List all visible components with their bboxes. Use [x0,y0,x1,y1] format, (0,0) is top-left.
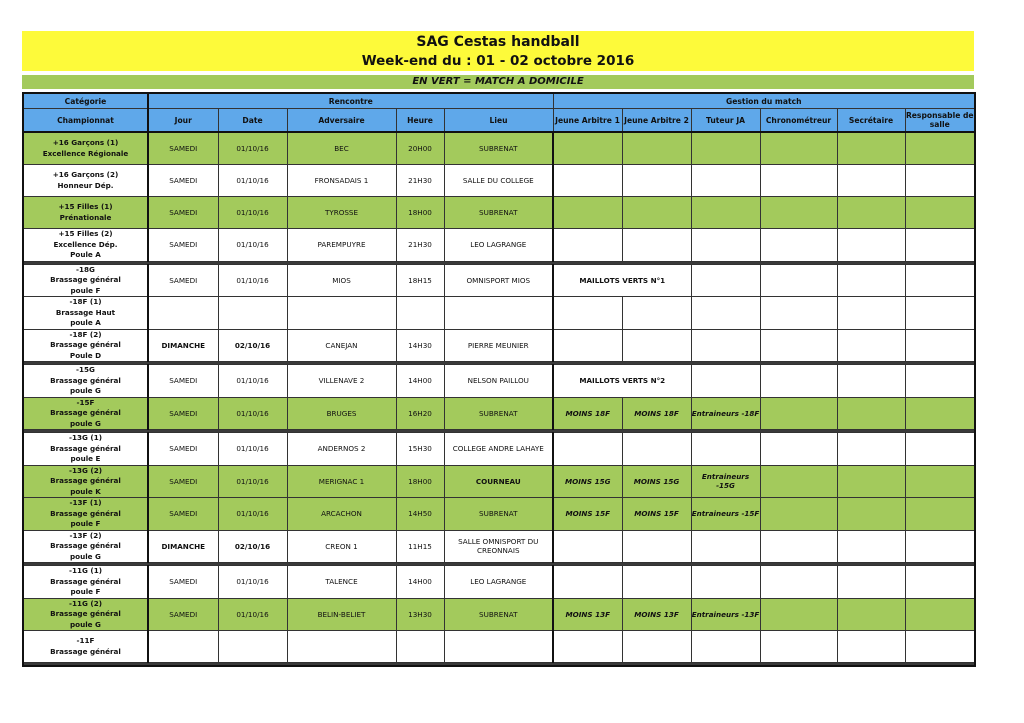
responsable-salle-cell[interactable] [905,165,975,197]
jeune-arbitre-2-cell[interactable] [622,329,691,362]
category-line: Excellence Régionale [42,148,129,158]
date-cell[interactable] [218,631,287,663]
table-row [23,598,975,631]
col-responsable-salle: Responsable de salle [905,109,975,133]
chronometreur-cell[interactable] [760,365,837,398]
jour-cell[interactable]: SAMEDI [148,264,218,297]
adversaire-cell[interactable]: TYROSSE [287,197,396,229]
lieu-cell[interactable]: LEO LAGRANGE [444,566,553,599]
category-line: Brassage général [50,609,121,618]
schedule-table [22,92,976,667]
secretaire-cell[interactable] [837,433,905,466]
secretaire-cell[interactable] [837,197,905,229]
category-line: +16 Garçons (1) [52,138,119,147]
col-jeune-arbitre-1: Jeune Arbitre 1 [553,109,622,133]
col-championnat: Championnat [23,109,148,133]
category-line: Brassage général [50,576,121,586]
category-line: poule F [70,285,101,295]
category-line: +15 Filles (2) [58,229,113,238]
jeune-arbitre-2-cell[interactable] [622,433,691,466]
chronometreur-cell[interactable] [760,397,837,430]
heure-cell[interactable]: 21H30 [396,229,444,262]
responsable-salle-cell[interactable] [905,197,975,229]
secretaire-cell[interactable] [837,229,905,262]
responsable-salle-cell[interactable] [905,433,975,466]
lieu-cell[interactable]: COLLEGE ANDRE LAHAYE [444,433,553,466]
jour-cell[interactable]: SAMEDI [148,165,218,197]
lieu-cell[interactable]: SUBRENAT [444,197,553,229]
jeune-arbitre-2-cell[interactable]: MOINS 13F [622,598,691,631]
adversaire-cell[interactable]: BEC [287,132,396,165]
secretaire-cell[interactable] [837,165,905,197]
table-row [23,498,975,531]
lieu-cell[interactable]: SUBRENAT [444,397,553,430]
category-cell [23,433,148,466]
secretaire-cell[interactable] [837,264,905,297]
category-line: Prénationale [59,212,112,222]
category-line: -18F (1) [69,297,102,306]
jeune-arbitre-1-cell[interactable] [553,530,622,563]
category-cell [23,264,148,297]
tuteur-ja-cell[interactable] [691,132,760,165]
chronometreur-cell[interactable] [760,297,837,330]
jour-cell[interactable]: DIMANCHE [148,329,218,362]
jeune-arbitre-1-cell[interactable] [553,566,622,599]
header-rencontre: Rencontre [148,93,553,109]
category-line: poule A [70,318,101,327]
category-line: Brassage général [50,340,121,349]
jeune-arbitre-1-cell[interactable] [553,165,622,197]
date-cell[interactable]: 01/10/16 [218,264,287,297]
jeune-arbitre-1-cell[interactable]: MOINS 18F [553,397,622,430]
adversaire-cell[interactable]: PAREMPUYRE [287,229,396,262]
tuteur-ja-cell[interactable] [691,530,760,563]
section-divider [23,663,975,667]
header-gestion: Gestion du match [553,93,975,109]
category-line: -13F (2) [69,530,102,540]
responsable-salle-cell[interactable] [905,498,975,531]
date-cell[interactable]: 01/10/16 [218,566,287,599]
chronometreur-cell[interactable] [760,566,837,599]
adversaire-cell[interactable]: BELIN-BELIET [287,598,396,631]
category-line: -11G (1) [69,566,102,575]
page-title: SAG Cestas handball [416,34,580,50]
jour-cell[interactable]: SAMEDI [148,365,218,398]
tuteur-ja-cell[interactable]: Entraineurs -13F [691,598,760,631]
jeune-arbitre-2-cell[interactable] [622,197,691,229]
category-cell [23,566,148,599]
heure-cell[interactable]: 14H30 [396,329,444,362]
date-cell[interactable]: 02/10/16 [218,530,287,563]
jeune-arbitre-2-cell[interactable] [622,631,691,663]
responsable-salle-cell[interactable] [905,397,975,430]
secretaire-cell[interactable] [837,498,905,531]
adversaire-cell[interactable]: BRUGES [287,397,396,430]
lieu-cell[interactable]: LEO LAGRANGE [444,229,553,262]
date-cell[interactable]: 02/10/16 [218,329,287,362]
category-line: -11F [76,636,95,645]
secretaire-cell[interactable] [837,465,905,498]
heure-cell[interactable]: 14H00 [396,566,444,599]
category-line: -13F (1) [69,498,102,507]
date-cell[interactable]: 01/10/16 [218,397,287,430]
jour-cell[interactable]: SAMEDI [148,566,218,599]
jeune-arbitre-1-cell[interactable]: MOINS 15G [553,465,622,498]
category-line: Excellence Dép. [53,239,118,249]
heure-cell[interactable]: 14H50 [396,498,444,531]
category-line: -13G (1) [69,433,102,442]
jour-cell[interactable] [148,297,218,330]
category-cell [23,365,148,398]
jeune-arbitre-2-cell[interactable] [622,132,691,165]
jour-cell[interactable]: SAMEDI [148,229,218,262]
tuteur-ja-cell[interactable] [691,165,760,197]
table-row [23,530,975,563]
lieu-cell[interactable]: SUBRENAT [444,598,553,631]
category-line: Brassage général [50,375,121,385]
adversaire-cell[interactable]: VILLENAVE 2 [287,365,396,398]
jeune-arbitre-2-cell[interactable] [622,566,691,599]
jeune-arbitre-1-cell[interactable] [553,229,622,262]
heure-cell[interactable] [396,297,444,330]
home-match-legend: EN VERT = MATCH A DOMICILE [22,75,974,89]
category-line: Brassage général [50,443,121,453]
category-line: poule G [70,386,101,395]
chronometreur-cell[interactable] [760,598,837,631]
chronometreur-cell[interactable] [760,465,837,498]
heure-cell[interactable]: 21H30 [396,165,444,197]
table-row [23,365,975,398]
heure-cell[interactable] [396,631,444,663]
category-cell [23,297,148,330]
category-line: Brassage Haut [55,307,116,317]
jour-cell[interactable]: SAMEDI [148,197,218,229]
tuteur-ja-cell[interactable]: Entraineurs -18F [691,397,760,430]
jeune-arbitre-2-cell[interactable]: MOINS 15G [622,465,691,498]
chronometreur-cell[interactable] [760,165,837,197]
jour-cell[interactable]: DIMANCHE [148,530,218,563]
heure-cell[interactable]: 14H00 [396,365,444,398]
category-line: -18F (2) [69,329,102,339]
responsable-salle-cell[interactable] [905,264,975,297]
date-cell[interactable]: 01/10/16 [218,365,287,398]
adversaire-cell[interactable]: CREON 1 [287,530,396,563]
tuteur-ja-cell[interactable]: Entraineurs -15F [691,498,760,531]
category-cell [23,465,148,498]
jeune-arbitre-1-cell[interactable]: MOINS 15F [553,498,622,531]
adversaire-cell[interactable]: ANDERNOS 2 [287,433,396,466]
category-line: poule F [70,587,101,596]
jeune-arbitre-1-cell[interactable] [553,132,622,165]
jeune-arbitre-merged-cell[interactable]: MAILLOTS VERTS N°1 [553,264,691,297]
adversaire-cell[interactable] [287,297,396,330]
col-date: Date [218,109,287,133]
category-cell [23,530,148,563]
secretaire-cell[interactable] [837,631,905,663]
date-cell[interactable]: 01/10/16 [218,229,287,262]
table-row [23,132,975,165]
jour-cell[interactable] [148,631,218,663]
jeune-arbitre-1-cell[interactable] [553,631,622,663]
lieu-cell[interactable]: OMNISPORT MIOS [444,264,553,297]
table-row [23,631,975,663]
table-row [23,197,975,229]
category-line: poule E [70,454,101,463]
chronometreur-cell[interactable] [760,329,837,362]
col-tuteur-ja: Tuteur JA [691,109,760,133]
category-line: poule G [70,619,101,629]
date-cell[interactable]: 01/10/16 [218,498,287,531]
responsable-salle-cell[interactable] [905,566,975,599]
jeune-arbitre-2-cell[interactable] [622,165,691,197]
adversaire-cell[interactable]: CANEJAN [287,329,396,362]
heure-cell[interactable]: 18H00 [396,197,444,229]
lieu-cell[interactable]: SALLE OMNISPORT DU CREONNAIS [444,530,553,563]
jeune-arbitre-2-cell[interactable] [622,530,691,563]
lieu-cell[interactable]: PIERRE MEUNIER [444,329,553,362]
jeune-arbitre-1-cell[interactable] [553,197,622,229]
adversaire-cell[interactable]: ARCACHON [287,498,396,531]
adversaire-cell[interactable]: FRONSADAIS 1 [287,165,396,197]
category-cell [23,498,148,531]
responsable-salle-cell[interactable] [905,631,975,663]
category-cell [23,598,148,631]
date-cell[interactable]: 01/10/16 [218,598,287,631]
jour-cell[interactable]: SAMEDI [148,433,218,466]
chronometreur-cell[interactable] [760,229,837,262]
category-cell [23,197,148,229]
jour-cell[interactable]: SAMEDI [148,498,218,531]
lieu-cell[interactable]: COURNEAU [444,465,553,498]
jeune-arbitre-1-cell[interactable] [553,329,622,362]
chronometreur-cell[interactable] [760,264,837,297]
category-line: Poule A [70,250,101,259]
table-row [23,566,975,599]
col-heure: Heure [396,109,444,133]
tuteur-ja-cell[interactable] [691,264,760,297]
table-row [23,297,975,330]
responsable-salle-cell[interactable] [905,465,975,498]
col-chronometreur: Chronométreur [760,109,837,133]
jeune-arbitre-2-cell[interactable] [622,297,691,330]
category-line: Brassage général [50,646,121,656]
category-line: poule K [70,486,101,496]
lieu-cell[interactable]: NELSON PAILLOU [444,365,553,398]
category-cell [23,132,148,165]
weekend-date: Week-end du : 01 - 02 octobre 2016 [361,53,635,69]
date-cell[interactable]: 01/10/16 [218,132,287,165]
category-line: -13G (2) [69,465,102,475]
date-cell[interactable]: 01/10/16 [218,165,287,197]
table-row [23,329,975,362]
tuteur-ja-cell[interactable] [691,197,760,229]
date-cell[interactable]: 01/10/16 [218,433,287,466]
table-row [23,165,975,197]
heure-cell[interactable]: 16H20 [396,397,444,430]
heure-cell[interactable]: 11H15 [396,530,444,563]
category-cell [23,165,148,197]
col-jeune-arbitre-2: Jeune Arbitre 2 [622,109,691,133]
adversaire-cell[interactable]: TALENCE [287,566,396,599]
secretaire-cell[interactable] [837,598,905,631]
chronometreur-cell[interactable] [760,631,837,663]
jour-cell[interactable]: SAMEDI [148,397,218,430]
responsable-salle-cell[interactable] [905,132,975,165]
category-line: Brassage général [50,508,121,518]
category-line: Brassage général [50,275,121,284]
category-line: -15G [76,365,95,374]
chronometreur-cell[interactable] [760,498,837,531]
header-categorie: Catégorie [23,93,148,109]
heure-cell[interactable]: 18H15 [396,264,444,297]
category-line: +16 Garçons (2) [52,170,119,179]
date-cell[interactable]: 01/10/16 [218,197,287,229]
jeune-arbitre-merged-cell[interactable]: MAILLOTS VERTS N°2 [553,365,691,398]
table-row [23,465,975,498]
adversaire-cell[interactable] [287,631,396,663]
jour-cell[interactable]: SAMEDI [148,598,218,631]
tuteur-ja-cell[interactable] [691,229,760,262]
heure-cell[interactable]: 13H30 [396,598,444,631]
secretaire-cell[interactable] [837,530,905,563]
lieu-cell[interactable] [444,631,553,663]
jour-cell[interactable]: SAMEDI [148,465,218,498]
chronometreur-cell[interactable] [760,530,837,563]
chronometreur-cell[interactable] [760,197,837,229]
jeune-arbitre-1-cell[interactable]: MOINS 13F [553,598,622,631]
category-line: Brassage général [50,408,121,417]
responsable-salle-cell[interactable] [905,598,975,631]
responsable-salle-cell[interactable] [905,365,975,398]
table-row [23,397,975,430]
responsable-salle-cell[interactable] [905,329,975,362]
col-jour: Jour [148,109,218,133]
secretaire-cell[interactable] [837,397,905,430]
lieu-cell[interactable]: SUBRENAT [444,132,553,165]
category-line: Poule D [69,350,102,360]
adversaire-cell[interactable]: MIOS [287,264,396,297]
secretaire-cell[interactable] [837,297,905,330]
col-secretaire: Secrétaire [837,109,905,133]
adversaire-cell[interactable]: MERIGNAC 1 [287,465,396,498]
table-row [23,264,975,297]
table-row [23,433,975,466]
category-line: poule G [70,551,101,561]
secretaire-cell[interactable] [837,329,905,362]
category-line: -11G (2) [69,598,102,608]
responsable-salle-cell[interactable] [905,530,975,563]
secretaire-cell[interactable] [837,132,905,165]
category-line: Brassage général [50,476,121,485]
jeune-arbitre-1-cell[interactable] [553,433,622,466]
jeune-arbitre-2-cell[interactable]: MOINS 15F [622,498,691,531]
date-cell[interactable]: 01/10/16 [218,465,287,498]
responsable-salle-cell[interactable] [905,297,975,330]
table-row [23,229,975,262]
tuteur-ja-cell[interactable] [691,433,760,466]
category-cell [23,229,148,262]
category-line: -18G [76,264,95,274]
jour-cell[interactable]: SAMEDI [148,132,218,165]
chronometreur-cell[interactable] [760,433,837,466]
jeune-arbitre-2-cell[interactable] [622,229,691,262]
heure-cell[interactable]: 15H30 [396,433,444,466]
tuteur-ja-cell[interactable] [691,365,760,398]
chronometreur-cell[interactable] [760,132,837,165]
lieu-cell[interactable]: SALLE DU COLLEGE [444,165,553,197]
tuteur-ja-cell[interactable] [691,297,760,330]
col-lieu: Lieu [444,109,553,133]
category-cell [23,397,148,430]
col-adversaire: Adversaire [287,109,396,133]
category-line: poule F [70,519,101,528]
tuteur-ja-cell[interactable] [691,631,760,663]
secretaire-cell[interactable] [837,365,905,398]
category-cell [23,329,148,362]
category-line: Brassage général [50,541,121,550]
lieu-cell[interactable]: SUBRENAT [444,498,553,531]
category-line: Honneur Dép. [57,180,114,190]
section-divider-bar [23,663,975,667]
tuteur-ja-cell[interactable]: Entraineurs -15G [691,465,760,498]
category-line: poule G [70,418,101,428]
lieu-cell[interactable] [444,297,553,330]
tuteur-ja-cell[interactable] [691,329,760,362]
category-line: +15 Filles (1) [58,202,113,211]
heure-cell[interactable]: 18H00 [396,465,444,498]
category-cell [23,631,148,663]
title-banner [22,31,974,71]
jeune-arbitre-1-cell[interactable] [553,297,622,330]
responsable-salle-cell[interactable] [905,229,975,262]
category-line: -15F [76,397,95,407]
jeune-arbitre-2-cell[interactable]: MOINS 18F [622,397,691,430]
heure-cell[interactable]: 20H00 [396,132,444,165]
tuteur-ja-cell[interactable] [691,566,760,599]
secretaire-cell[interactable] [837,566,905,599]
date-cell[interactable] [218,297,287,330]
